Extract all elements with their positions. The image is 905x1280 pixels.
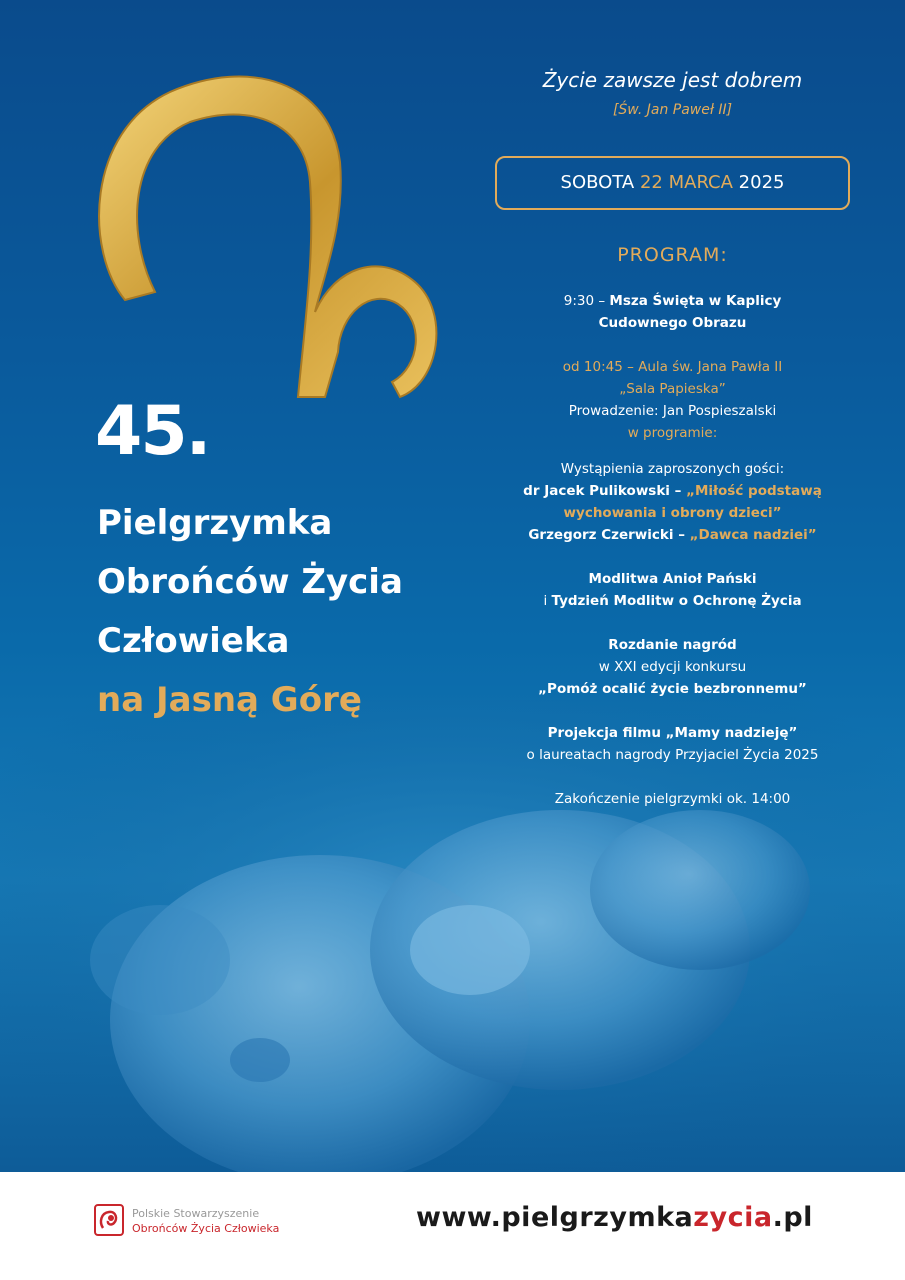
film-desc: o laureatach nagrody Przyjaciel Życia 2025 (526, 747, 819, 763)
org-line-1: Polskie Stowarzyszenie (132, 1207, 260, 1220)
aula-name: „Sala Papieska” (619, 381, 726, 397)
date-year: 2025 (738, 172, 785, 193)
program-closing (480, 788, 865, 810)
film-title: Projekcja filmu „Mamy nadzieję” (547, 725, 798, 741)
golden-symbol-icon (80, 52, 460, 422)
in-program: w programie: (627, 425, 718, 441)
speaker2-talk: „Dawca nadziei” (689, 527, 817, 543)
awards-edition: w XXI edycji konkursu (598, 659, 747, 675)
closing: Zakończenie pielgrzymki ok. 14:00 (554, 791, 791, 807)
baby-image (0, 700, 905, 1172)
program-film (480, 722, 865, 766)
host: Prowadzenie: Jan Pospieszalski (568, 403, 777, 419)
website-link[interactable] (416, 1202, 813, 1233)
guests-intro: Wystąpienia zaproszonych gości: (560, 461, 785, 477)
mass-title: Msza Święta w Kaplicy (609, 293, 782, 309)
mass-time: 9:30 – (563, 293, 610, 309)
speaker1-name: dr Jacek Pulikowski – (523, 483, 687, 499)
program-guests (480, 458, 865, 546)
org-line-2: Obrońców Życia Człowieka (132, 1222, 280, 1235)
organization-name (132, 1206, 279, 1236)
edition-number: 45. (95, 392, 210, 471)
mass-title-2: Cudownego Obrazu (598, 315, 747, 331)
motto: Życie zawsze jest dobrem (542, 68, 803, 92)
prayer-1: Modlitwa Anioł Pański (588, 571, 757, 587)
prayer-2: Tydzień Modlitw o Ochronę Życia (551, 593, 802, 609)
program-aula (480, 356, 865, 444)
speaker1-talk-2: wychowania i obrony dzieci” (563, 505, 782, 521)
event-date (495, 156, 850, 210)
url-suffix: .pl (772, 1202, 813, 1233)
title-line: Obrońców Życia (97, 562, 403, 602)
title-line: Człowieka (97, 621, 290, 661)
program-awards (480, 634, 865, 700)
title-line: Pielgrzymka (97, 503, 333, 543)
program-heading: PROGRAM: (617, 244, 728, 266)
awards-contest: „Pomóż ocalić życie bezbronnemu” (538, 681, 807, 697)
url-prefix: www.pielgrzymka (416, 1202, 694, 1233)
program-mass (480, 290, 865, 334)
program-prayer (480, 568, 865, 612)
motto-source: [Św. Jan Paweł II] (612, 102, 733, 118)
date-day: SOBOTA (560, 172, 635, 193)
prayer-2-prefix: i (543, 593, 552, 609)
speaker1-talk: „Miłość podstawą (686, 483, 822, 499)
speaker2-name: Grzegorz Czerwicki – (528, 527, 690, 543)
footer (0, 1172, 905, 1280)
awards-title: Rozdanie nagród (608, 637, 737, 653)
aula-time: od 10:45 – Aula św. Jana Pawła II (562, 359, 783, 375)
date-text: 22 MARCA (639, 172, 733, 193)
organization-logo-icon (94, 1204, 124, 1236)
event-title (97, 494, 403, 730)
title-destination: na Jasną Górę (97, 680, 362, 720)
url-accent: zycia (693, 1202, 773, 1233)
